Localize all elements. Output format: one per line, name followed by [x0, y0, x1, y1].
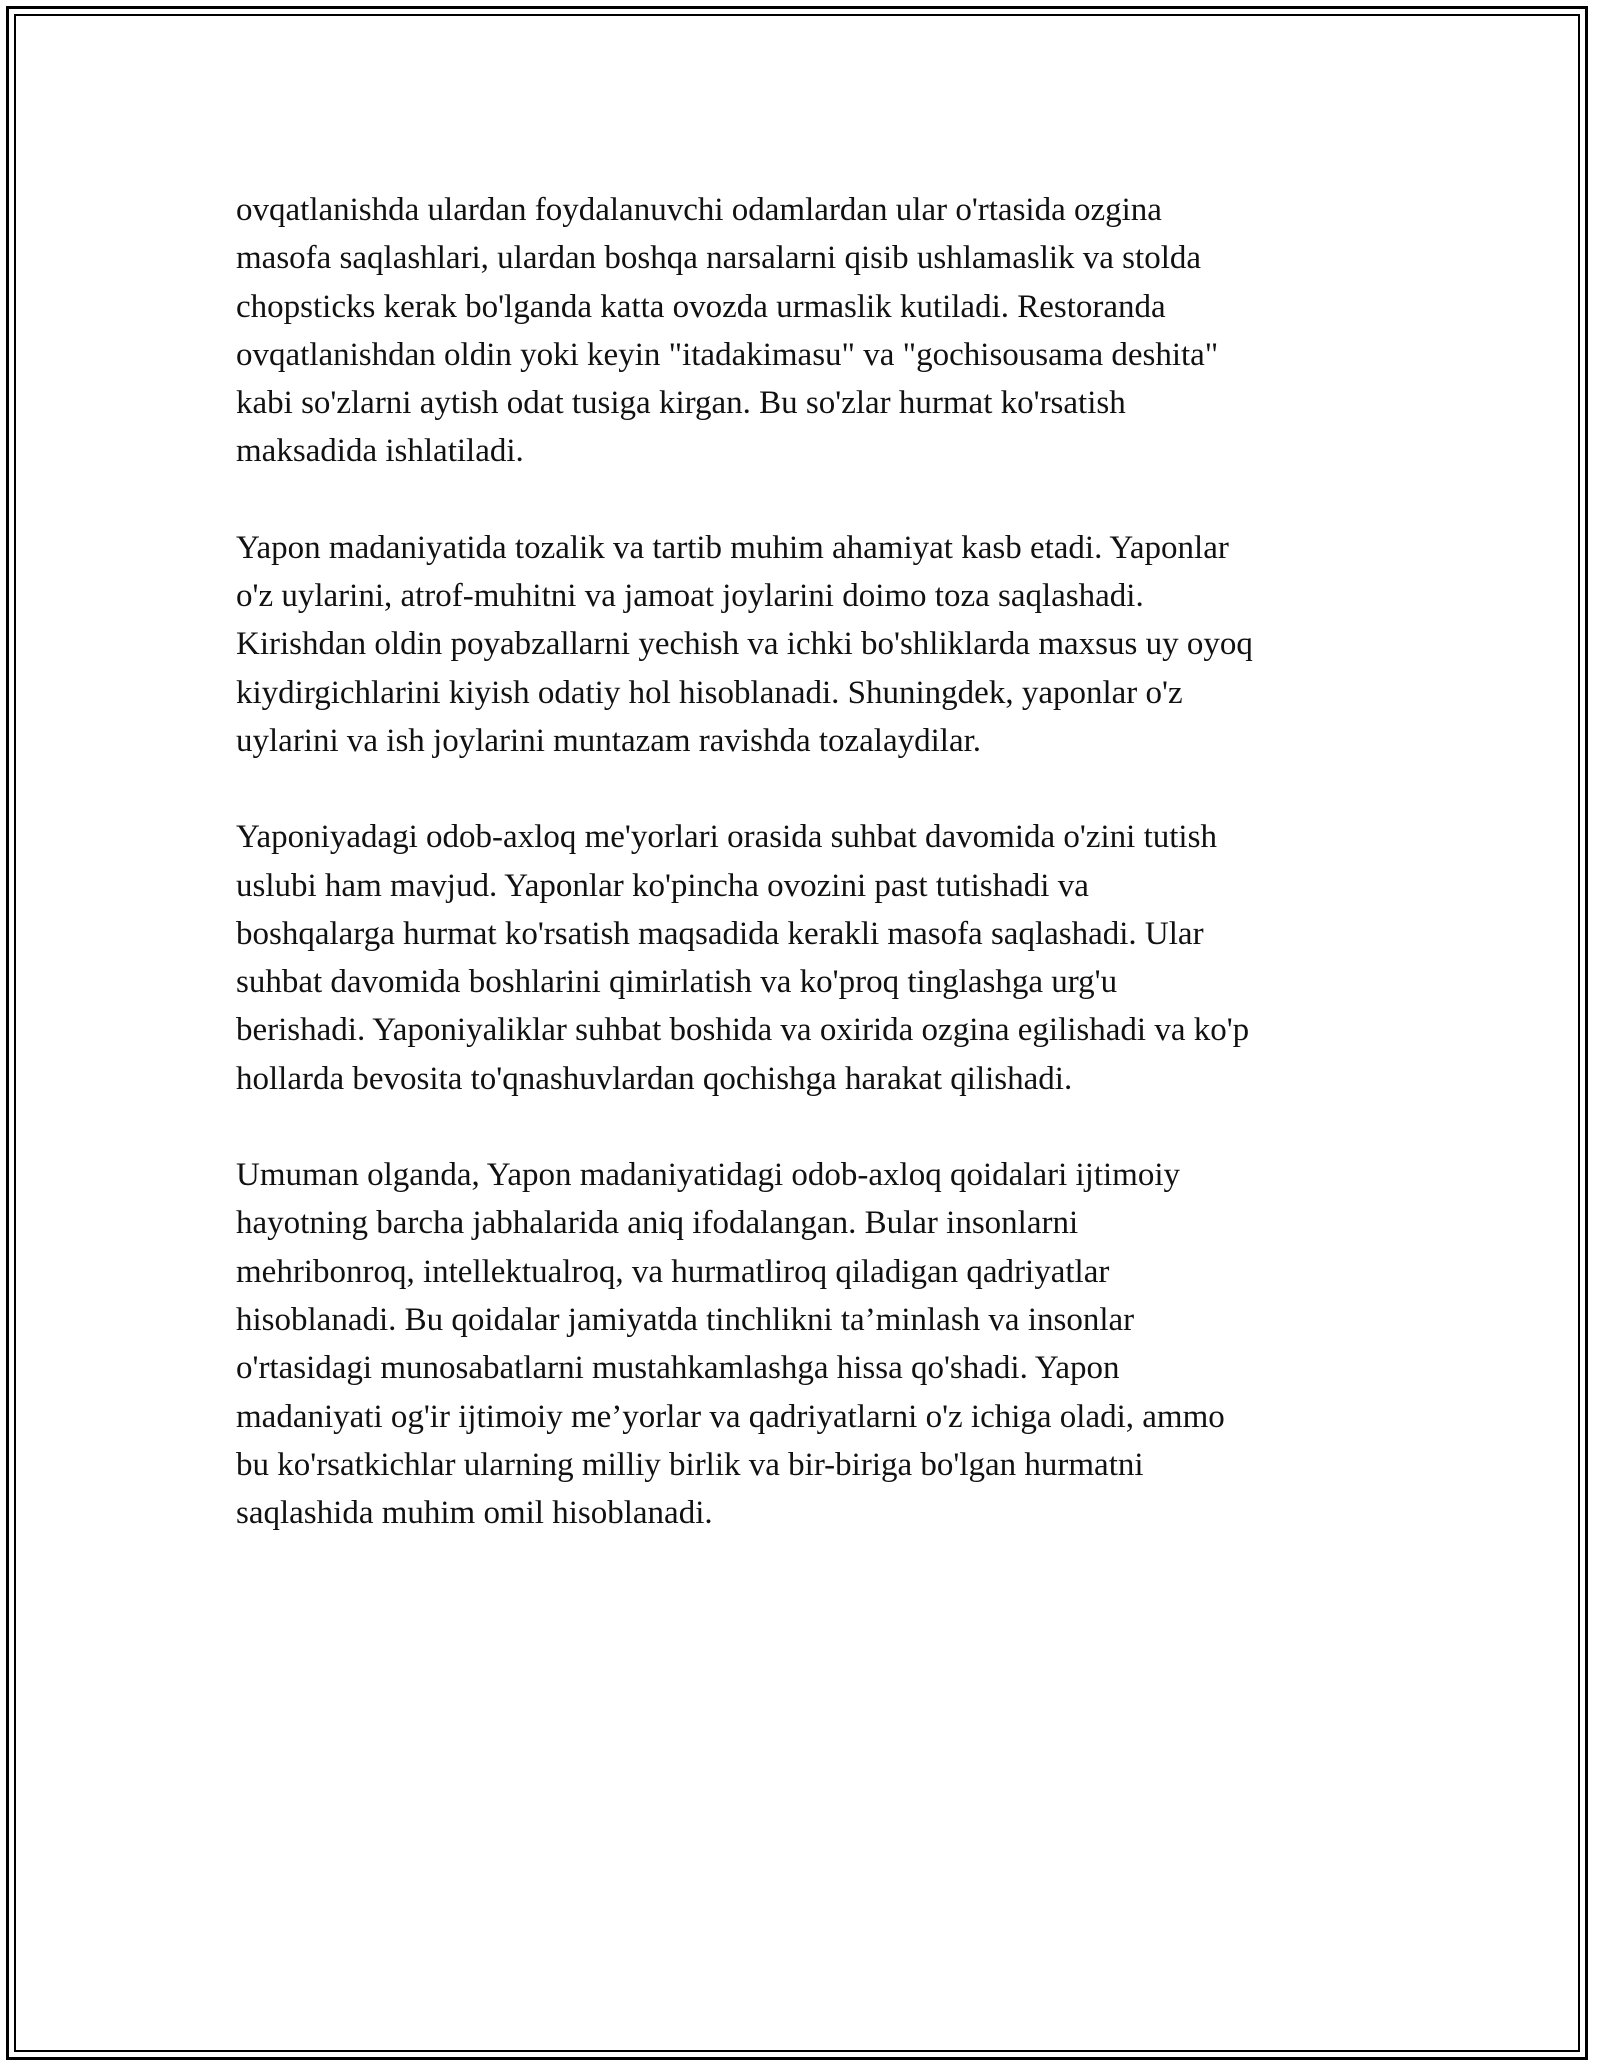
paragraph-cleanliness: Yapon madaniyatida tozalik va tartib muhim ahamiyat kasb etadi. Yaponlar o'z uylarini, atrof-muhitni va jamoat joylarini doimo toza saqlashadi. Kirishdan oldin poyabzallarni yechish va ichki bo'shliklarda maxsus uy oyoq kiydirgichlarini kiyish odatiy hol hisoblanadi. Shuningdek, yaponlar o'z uylarini va ish joylarini muntazam ravishda tozalaydilar.	[236, 529, 1253, 759]
paragraph-conclusion: Umuman olganda, Yapon madaniyatidagi odob-axloq qoidalari ijtimoiy hayotning barcha jabhalarida aniq ifodalangan. Bular insonlarni mehribonroq, intellektualroq, va hurmatliroq qiladigan qadriyatlar hisoblanadi. Bu qoidalar jamiyatda tinchlikni ta’minlash va insonlar o'rtasidagi munosabatlarni mustahkamlashga hissa qo'shadi. Yapon madaniyati og'ir ijtimoiy me’yorlar va qadriyatlarni o'z ichiga oladi, ammo bu ko'rsatkichlar ularning milliy birlik va bir-biriga bo'lgan hurmatni saqlashida muhim omil hisoblanadi.	[236, 1157, 1225, 1532]
document-body	[236, 186, 1376, 1585]
paragraph-conversation: Yaponiyadagi odob-axloq me'yorlari orasida suhbat davomida o'zini tutish uslubi ham mavjud. Yaponlar ko'pincha ovozini past tutishadi va boshqalarga hurmat ko'rsatish maqsadida kerakli masofa saqlashadi. Ular suhbat davomida boshlarini qimirlatish va ko'proq tinglashga urg'u berishadi. Yaponiyaliklar suhbat boshida va oxirida ozgina egilishadi va ko'p hollarda bevosita to'qnashuvlardan qochishga harakat qilishadi.	[236, 819, 1250, 1097]
paragraph-table-manners: ovqatlanishda ulardan foydalanuvchi odamlardan ular o'rtasida ozgina masofa saqlashlari, ulardan boshqa narsalarni qisib ushlamaslik va stolda chopsticks kerak bo'lganda katta ovozda urmaslik kutiladi. Restoranda ovqatlanishdan oldin yoki keyin "itadakimasu" va "gochisousama deshita" kabi so'zlarni aytish odat tusiga kirgan. Bu so'zlar hurmat ko'rsatish maksadida ishlatiladi.	[236, 192, 1219, 470]
